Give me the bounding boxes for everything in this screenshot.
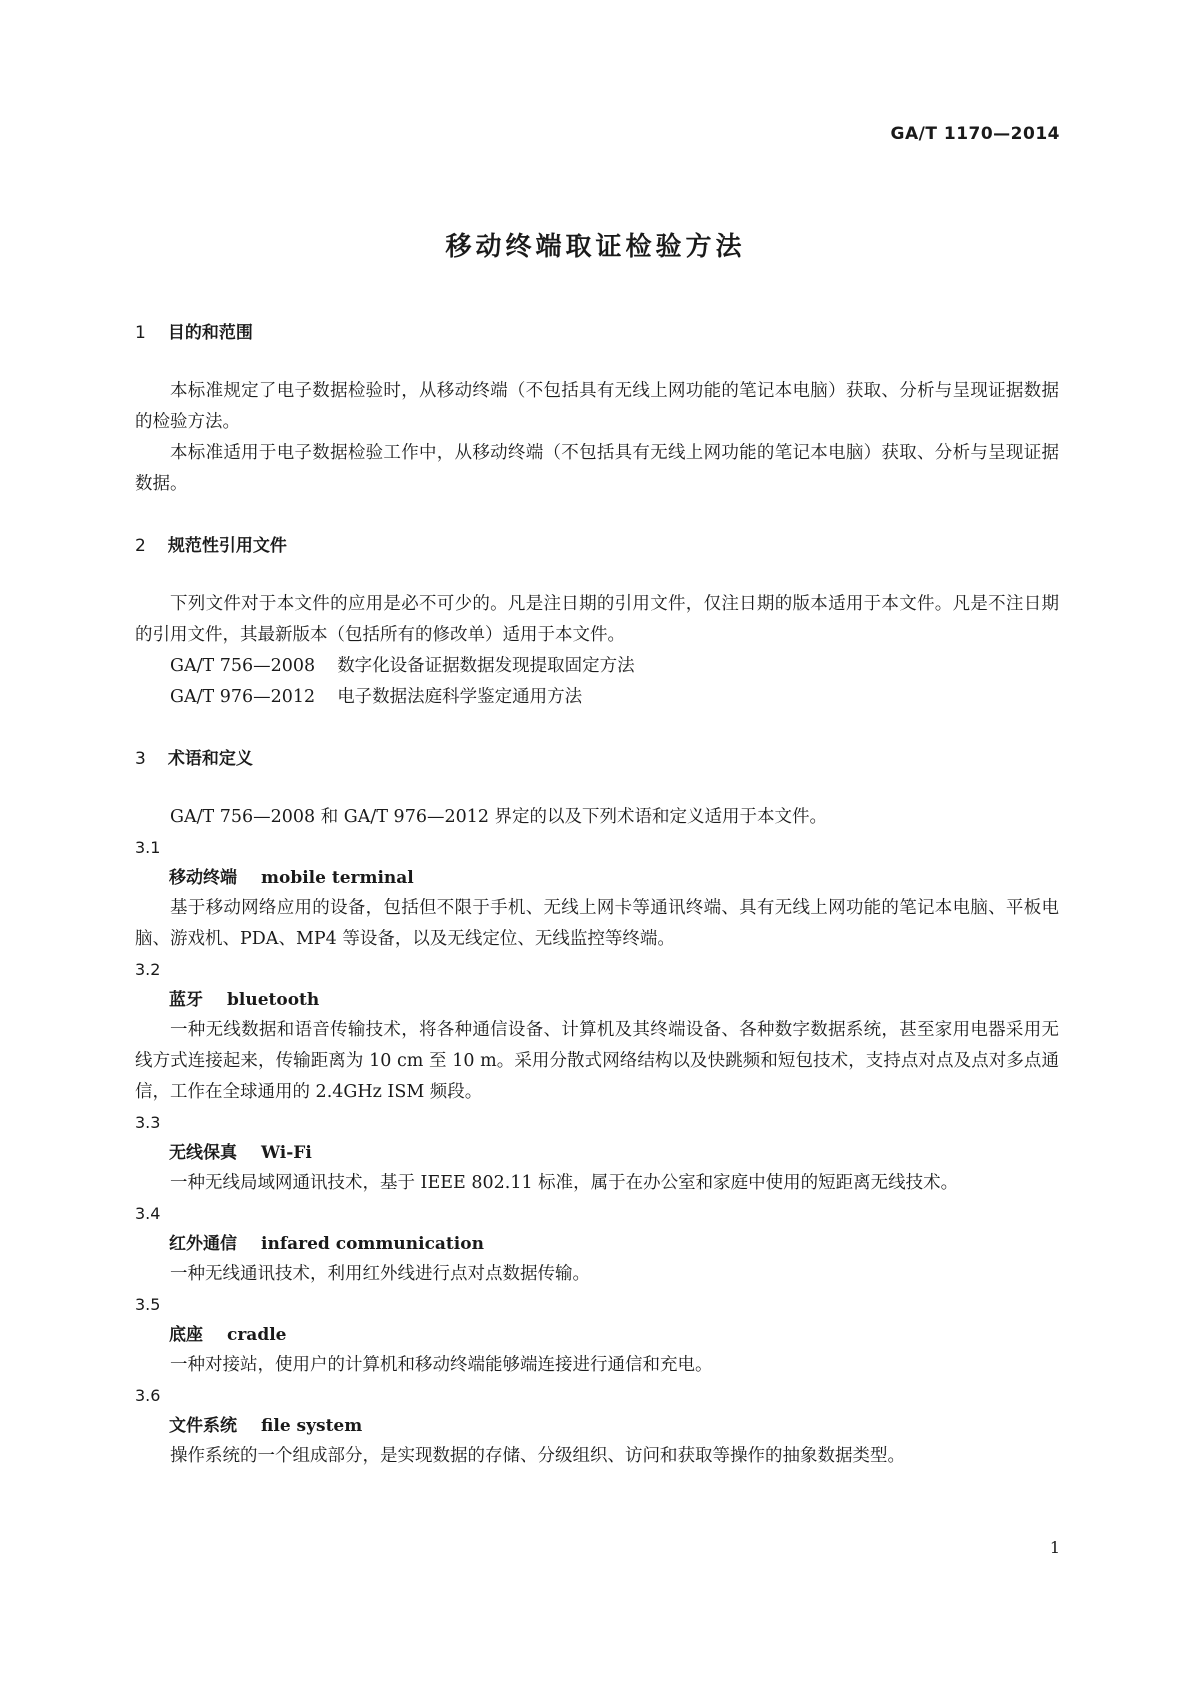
term-heading	[135, 1411, 1059, 1441]
section-number: 3	[135, 749, 146, 769]
reference-title: 电子数据法庭科学鉴定通用方法	[337, 687, 583, 707]
term-zh: 蓝牙	[169, 990, 203, 1010]
section-title: 目的和范围	[167, 323, 253, 343]
term-en: bluetooth	[227, 990, 320, 1010]
paragraph: 本标准规定了电子数据检验时，从移动终端（不包括具有无线上网功能的笔记本电脑）获取、分析与呈现证据数据的检验方法。	[135, 381, 1059, 432]
term-zh: 无线保真	[169, 1143, 237, 1163]
term-en: mobile terminal	[261, 868, 414, 888]
term-en: file system	[261, 1416, 363, 1436]
section-heading-scope	[135, 321, 1059, 346]
term-heading	[135, 1138, 1059, 1168]
section-number: 2	[135, 536, 146, 556]
section-heading-terms	[135, 747, 1059, 772]
term-heading	[135, 1229, 1059, 1259]
term-zh: 底座	[169, 1325, 203, 1345]
section-title: 术语和定义	[167, 749, 253, 769]
section-number: 1	[135, 323, 146, 343]
term-zh: 移动终端	[169, 868, 237, 888]
term-en: infared communication	[261, 1234, 484, 1254]
term-en: Wi-Fi	[261, 1143, 312, 1163]
term-number: 3.1	[135, 838, 161, 857]
section-heading-references	[135, 534, 1059, 559]
term-zh: 红外通信	[169, 1234, 237, 1254]
term-number: 3.3	[135, 1113, 161, 1132]
standard-code: GA/T 1170—2014	[890, 124, 1060, 144]
paragraph: 下列文件对于本文件的应用是必不可少的。凡是注日期的引用文件，仅注日期的版本适用于本文件。凡是不注日期的引用文件，其最新版本（包括所有的修改单）适用于本文件。	[135, 594, 1059, 645]
reference-item	[135, 651, 1059, 682]
section-title: 规范性引用文件	[167, 536, 287, 556]
term-definition: 一种无线数据和语音传输技术，将各种通信设备、计算机及其终端设备、各种数字数据系统，甚至家用电器采用无线方式连接起来，传输距离为 10 cm 至 10 m。采用分散式网络结构以及快跳频和短包技术，支持点对点及点对多点通信，工作在全球通用的 2.4GHz ISM 频段。	[135, 1020, 1059, 1102]
document-title: 移动终端取证检验方法	[445, 232, 746, 262]
term-number: 3.5	[135, 1295, 161, 1314]
document-body	[135, 321, 1059, 1472]
paragraph: GA/T 756—2008 和 GA/T 976—2012 界定的以及下列术语和定义适用于本文件。	[170, 807, 828, 827]
reference-item	[135, 682, 1059, 713]
reference-title: 数字化设备证据数据发现提取固定方法	[337, 656, 635, 676]
term-definition: 基于移动网络应用的设备，包括但不限于手机、无线上网卡等通讯终端、具有无线上网功能的笔记本电脑、平板电脑、游戏机、PDA、MP4 等设备，以及无线定位、无线监控等终端。	[135, 898, 1059, 949]
term-zh: 文件系统	[169, 1416, 237, 1436]
reference-code: GA/T 976—2012	[170, 687, 316, 707]
term-heading	[135, 1320, 1059, 1350]
term-heading	[135, 863, 1059, 893]
term-number: 3.4	[135, 1204, 161, 1223]
reference-code: GA/T 756—2008	[170, 656, 316, 676]
paragraph: 本标准适用于电子数据检验工作中，从移动终端（不包括具有无线上网功能的笔记本电脑）获取、分析与呈现证据数据。	[135, 443, 1059, 494]
term-en: cradle	[227, 1325, 287, 1345]
term-number: 3.6	[135, 1386, 161, 1405]
term-definition: 一种对接站，使用户的计算机和移动终端能够端连接进行通信和充电。	[170, 1355, 713, 1375]
term-definition: 一种无线通讯技术，利用红外线进行点对点数据传输。	[170, 1264, 590, 1284]
page-number: 1	[1049, 1538, 1060, 1557]
term-number: 3.2	[135, 960, 161, 979]
term-heading	[135, 985, 1059, 1015]
term-definition: 一种无线局域网通讯技术，基于 IEEE 802.11 标准，属于在办公室和家庭中使用的短距离无线技术。	[170, 1173, 959, 1193]
term-definition: 操作系统的一个组成部分，是实现数据的存储、分级组织、访问和获取等操作的抽象数据类型。	[170, 1446, 905, 1466]
